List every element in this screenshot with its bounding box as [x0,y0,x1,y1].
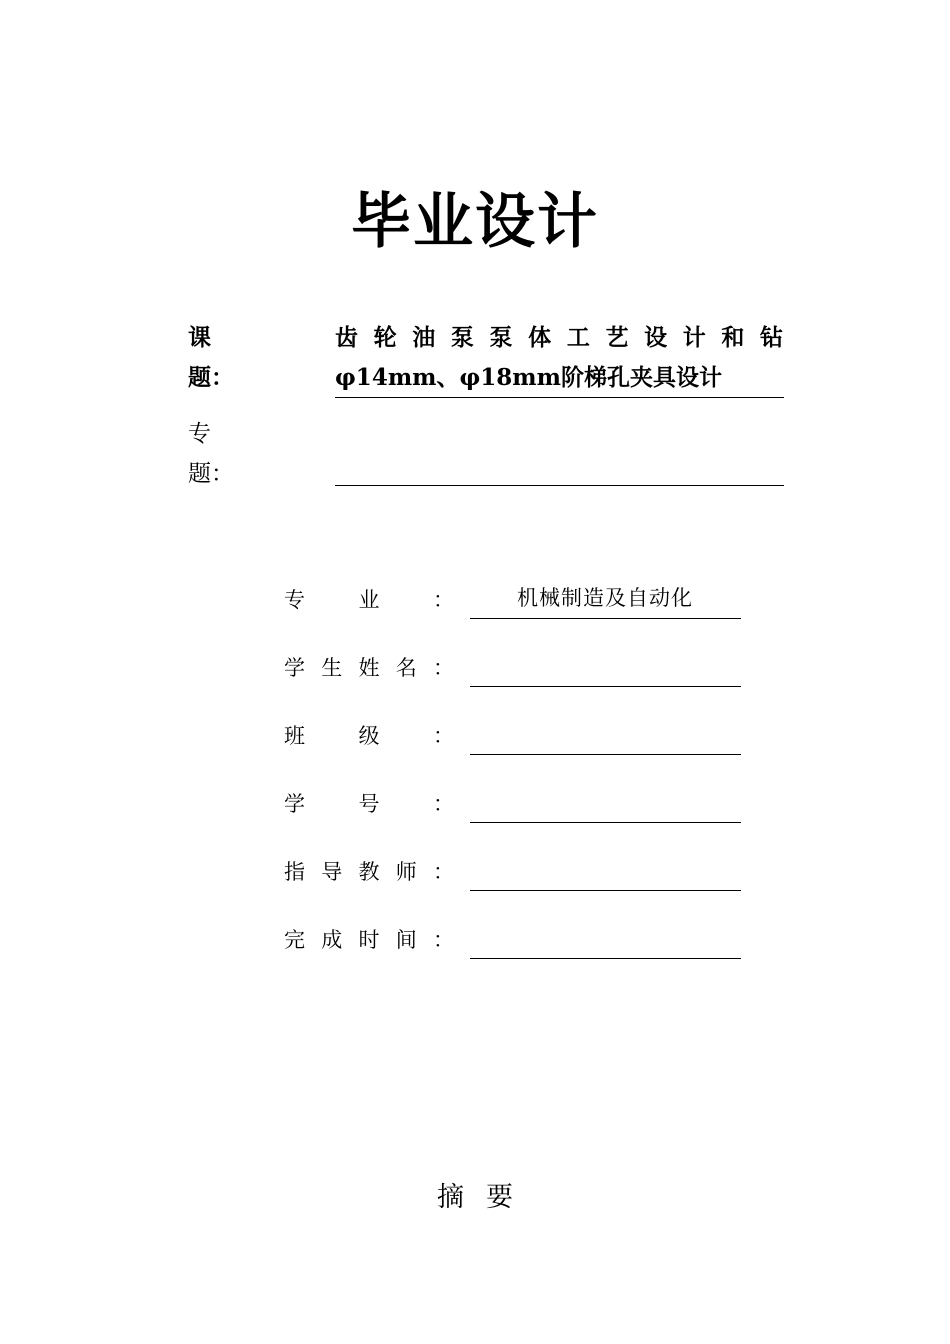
major-underline [470,618,741,619]
topic-underline [335,397,784,398]
topic-value-line2: φ14mm、φ18mm阶梯孔夹具设计 [335,364,722,391]
class-label: 班级： [284,724,454,748]
special-topic-label-line2: 题： [188,461,234,487]
student-id-underline [470,822,741,823]
special-topic-label-line1: 专 [188,421,211,447]
completion-time-underline [470,958,741,959]
topic-label [188,318,248,398]
topic-label-line1: 课 [188,324,211,351]
advisor-label: 指导教师： [284,860,454,884]
advisor-underline [470,890,741,891]
student-name-label: 学生姓名： [284,656,454,680]
abstract-heading: 摘要 [437,1182,535,1213]
student-name-underline [470,686,741,687]
completion-time-label: 完成时间： [284,928,454,952]
major-label: 专业： [284,588,454,612]
page-title: 毕业设计 [351,187,599,257]
class-underline [470,754,741,755]
student-id-label: 学号： [284,792,454,816]
special-topic-label [188,414,248,494]
topic-value [335,318,783,398]
special-topic-underline [335,485,784,486]
major-value: 机械制造及自动化 [517,586,693,610]
topic-value-line1: 齿轮油泵泵体工艺设计和钻 [335,324,783,351]
topic-label-line2: 题： [188,364,234,391]
